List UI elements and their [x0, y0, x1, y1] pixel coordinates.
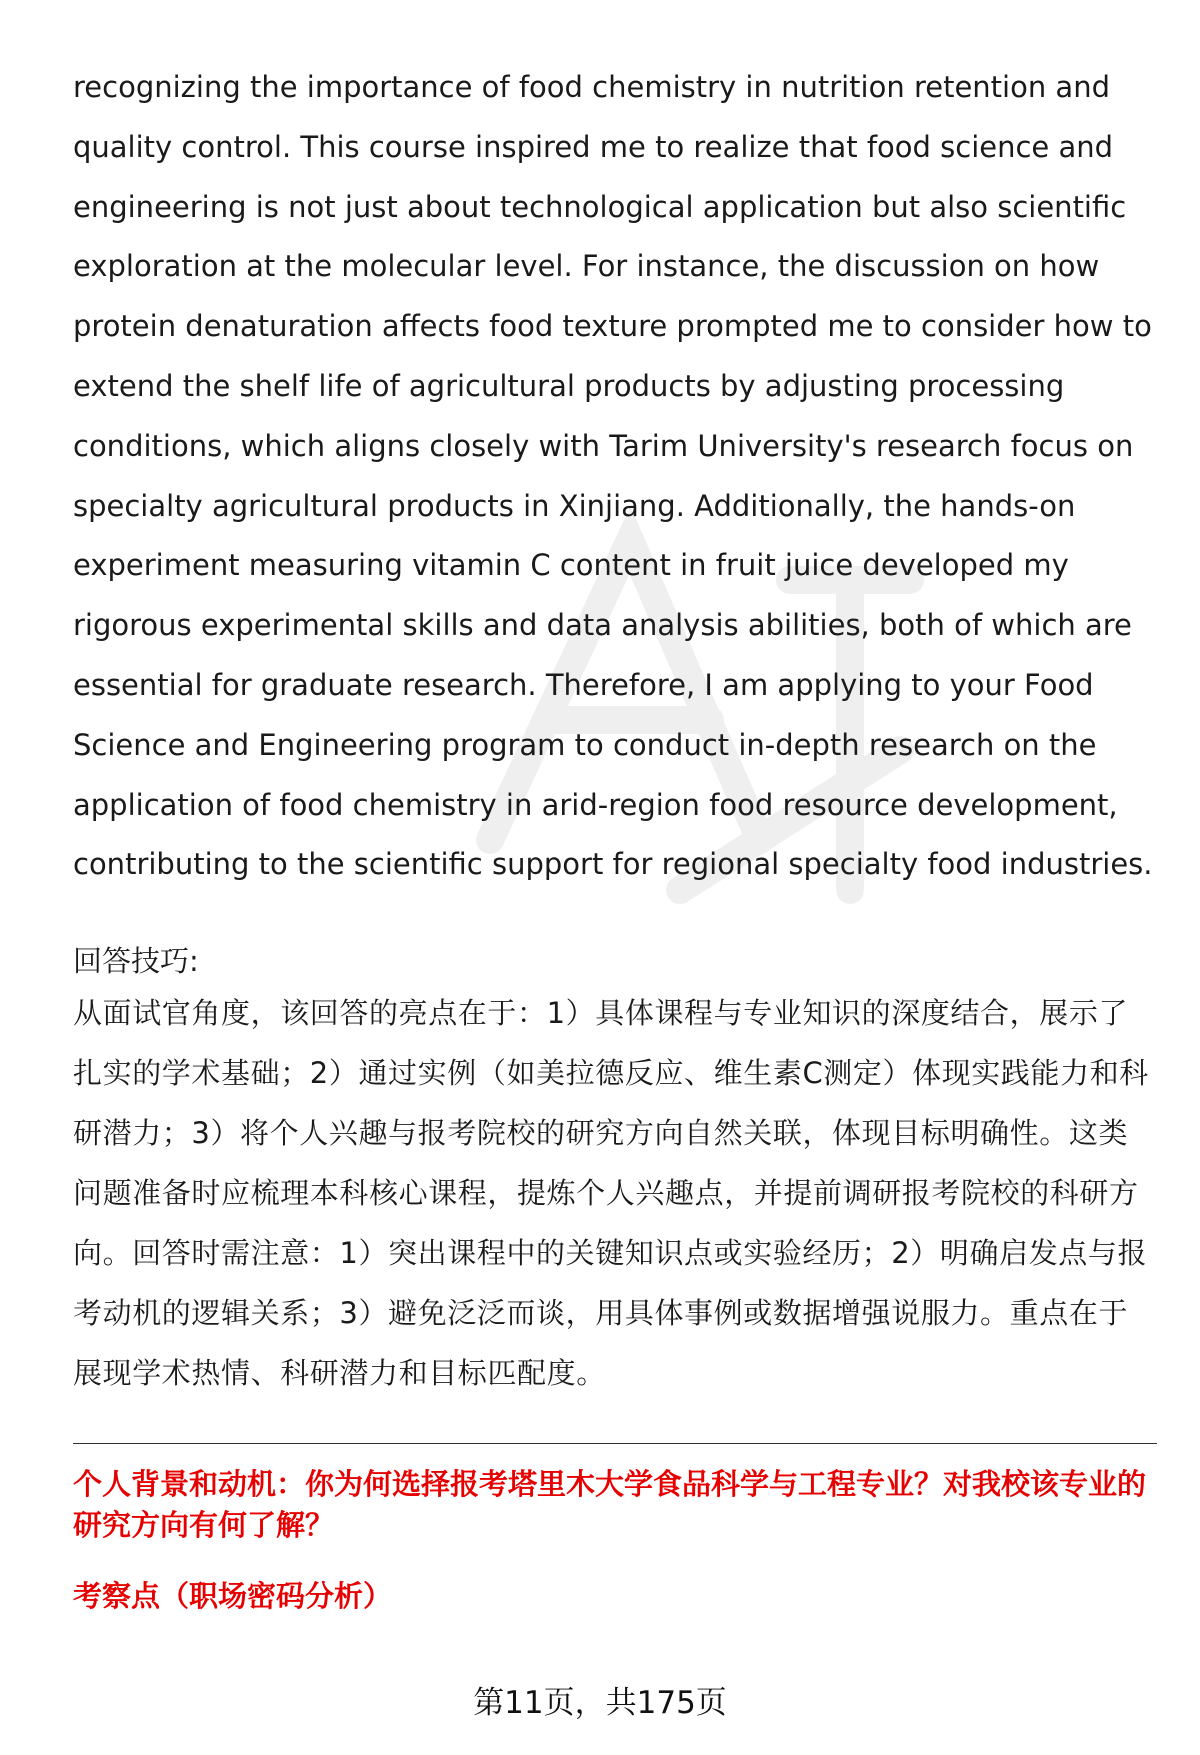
- examine-point-heading: 考察点（职场密码分析）: [73, 1579, 393, 1614]
- page-number: 第11页，共175页: [473, 1685, 727, 1721]
- section-divider: [73, 1443, 1157, 1444]
- tips-heading: 回答技巧:: [73, 944, 199, 979]
- question-heading: 个人背景和动机：你为何选择报考塔里木大学食品科学与工程专业？对我校该专业的研究方向有何了解？: [73, 1467, 1147, 1543]
- answer-paragraph: recognizing the importance of food chemistry in nutrition retention and quality control. This course inspired me to realize that food science and engineering is not just about technological application but also scientific exploration at the molecular level. For instance, the discussion on how protein denaturation affects food texture prompted me to consider how to extend the shelf life of agricultural products by adjusting processing conditions, which aligns closely with Tarim University's research focus on specialty agricultural products in Xinjiang. Additionally, the hands-on experiment measuring vitamin C content in fruit juice developed my rigorous experimental skills and data analysis abilities, both of which are essential for graduate research. Therefore, I am applying to your Food Science and Engineering program to conduct in-depth research on the application of food chemistry in arid-region food resource development, contributing to the scientific support for regional specialty food industries.: [73, 70, 1153, 882]
- document-page: [73, 58, 1153, 1617]
- tips-paragraph: 从面试官角度，该回答的亮点在于：1）具体课程与专业知识的深度结合，展示了扎实的学术基础；2）通过实例（如美拉德反应、维生素C测定）体现实践能力和科研潜力；3）将个人兴趣与报考院校的研究方向自然关联，体现目标明确性。这类问题准备时应梳理本科核心课程，提炼个人兴趣点，并提前调研报考院校的科研方向。回答时需注意：1）突出课程中的关键知识点或实验经历；2）明确启发点与报考动机的逻辑关系；3）避免泛泛而谈，用具体事例或数据增强说服力。重点在于展现学术热情、科研潜力和目标匹配度。: [73, 996, 1149, 1391]
